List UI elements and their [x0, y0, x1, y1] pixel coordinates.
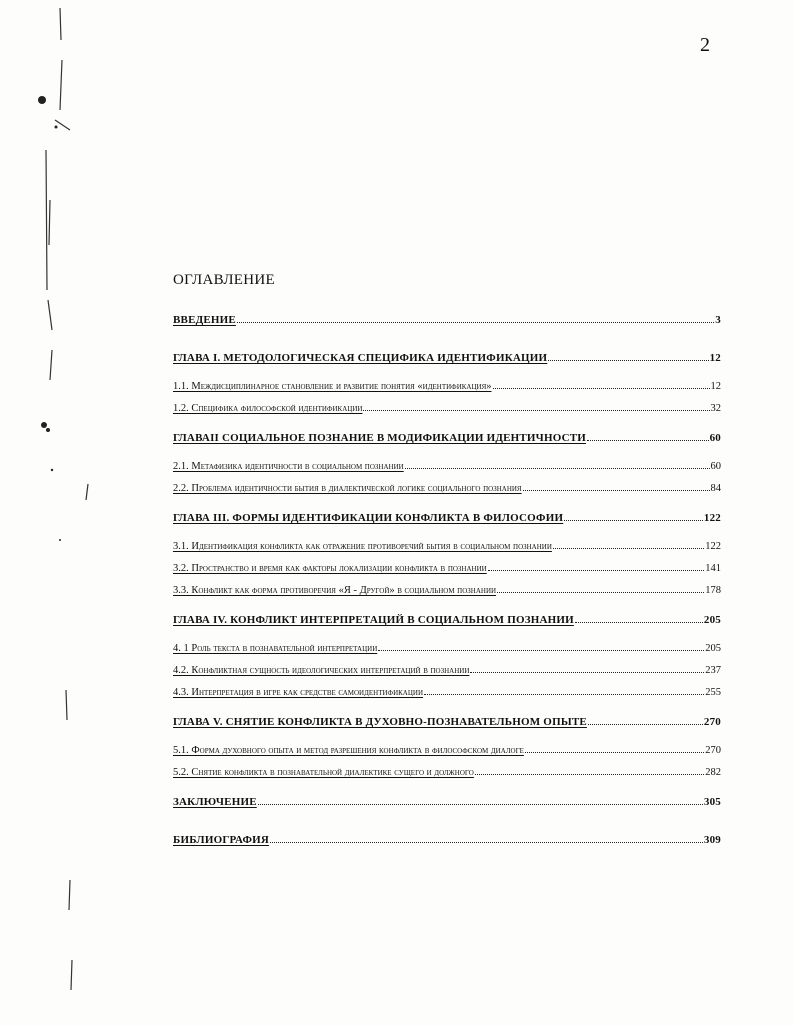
dot-leader [258, 804, 703, 805]
toc-entry-label: ВВЕДЕНИЕ [173, 314, 236, 326]
toc-entry-section-3-2[interactable] [173, 563, 721, 574]
page-number: 2 [700, 34, 710, 56]
toc-entry-label: ГЛАВА V. СНЯТИЕ КОНФЛИКТА В ДУХОВНО-ПОЗНАВАТЕЛЬНОМ ОПЫТЕ [173, 716, 587, 728]
toc-entry-label: ЗАКЛЮЧЕНИЕ [173, 796, 257, 808]
dot-leader [363, 410, 709, 411]
toc-entry-page: 122 [705, 541, 721, 552]
toc-entry-label: 3.3. Конфликт как форма противоречия «Я - Другой» в социальном познании [173, 585, 497, 596]
dot-leader [497, 592, 704, 593]
toc-entry-label: 3.1. Идентификация конфликта как отражение противоречий бытия в социальном познании [173, 541, 552, 552]
toc-entry-page: 3 [715, 314, 721, 326]
toc-entry-label: 1.1. Междисциплинарное становление и развитие понятия «идентификация» [173, 381, 492, 392]
toc-entry-chapter-2[interactable] [173, 432, 721, 444]
toc-entry-conclusion[interactable] [173, 796, 721, 808]
toc-entry-page: 84 [710, 483, 721, 494]
dot-leader [405, 468, 710, 469]
dot-leader [553, 548, 704, 549]
toc-entry-label: ГЛАВАII СОЦИАЛЬНОЕ ПОЗНАНИЕ В МОДИФИКАЦИИ ИДЕНТИЧНОСТИ [173, 432, 587, 444]
dot-leader [523, 490, 710, 491]
toc-entry-page: 60 [710, 461, 721, 472]
toc-entry-label: БИБЛИОГРАФИЯ [173, 834, 270, 846]
dot-leader [488, 570, 705, 571]
toc-entry-page: 60 [709, 432, 721, 444]
toc-entry-label: 5.2. Снятие конфликта в познавательной диалектике сущего и должного [173, 767, 474, 778]
dot-leader [525, 752, 704, 753]
toc-entry-page: 255 [705, 687, 721, 698]
dot-leader [270, 842, 703, 843]
toc-entry-page: 12 [709, 352, 721, 364]
toc-entry-page: 12 [710, 381, 721, 392]
toc-entry-page: 205 [703, 614, 721, 626]
toc-entry-page: 141 [705, 563, 721, 574]
toc-entry-page: 305 [703, 796, 721, 808]
dot-leader [587, 440, 709, 441]
toc-entry-label: 2.1. Метафизика идентичности в социальном познании [173, 461, 404, 472]
toc-entry-section-1-2[interactable] [173, 403, 721, 414]
dot-leader [548, 360, 708, 361]
toc-entry-label: ГЛАВА I. МЕТОДОЛОГИЧЕСКАЯ СПЕЦИФИКА ИДЕНТИФИКАЦИИ [173, 352, 548, 364]
toc-entry-label: 4.3. Интерпретация в игре как средстве самоидентификации [173, 687, 424, 698]
toc-entry-page: 282 [705, 767, 721, 778]
toc-entry-section-4-1[interactable] [173, 643, 721, 654]
toc-entry-bibliography[interactable] [173, 834, 721, 846]
toc-entry-label: 1.2. Специфика философской идентификации [173, 403, 363, 414]
toc-entry-chapter-5[interactable] [173, 716, 721, 728]
toc-entry-section-4-2[interactable] [173, 665, 721, 676]
toc-entry-label: ГЛАВА III. ФОРМЫ ИДЕНТИФИКАЦИИ КОНФЛИКТА В ФИЛОСОФИИ [173, 512, 564, 524]
toc-entry-chapter-1[interactable] [173, 352, 721, 364]
toc-entry-page: 122 [703, 512, 721, 524]
toc-entry-page: 237 [705, 665, 721, 676]
dot-leader [424, 694, 704, 695]
toc-entry-section-2-2[interactable] [173, 483, 721, 494]
toc-entry-section-3-1[interactable] [173, 541, 721, 552]
toc-entry-page: 270 [705, 745, 721, 756]
toc-entry-section-3-3[interactable] [173, 585, 721, 596]
toc-entry-label: 4. 1 Роль текста в познавательной интерпретации [173, 643, 378, 654]
toc-entry-label: 2.2. Проблема идентичности бытия в диалектической логике социального познания [173, 483, 522, 494]
toc-entry-label: ГЛАВА IV. КОНФЛИКТ ИНТЕРПРЕТАЦИЙ В СОЦИАЛЬНОМ ПОЗНАНИИ [173, 614, 574, 626]
dot-leader [470, 672, 704, 673]
toc-entry-introduction[interactable] [173, 314, 721, 326]
dot-leader [475, 774, 704, 775]
scan-artifacts [0, 0, 120, 1026]
toc-entry-section-5-1[interactable] [173, 745, 721, 756]
toc-entry-label: 4.2. Конфликтная сущность идеологических интерпретаций в познании [173, 665, 470, 676]
toc-entry-section-4-3[interactable] [173, 687, 721, 698]
toc-entry-label: 3.2. Пространство и время как факторы локализации конфликта в познании [173, 563, 487, 574]
toc-title: ОГЛАВЛЕНИЕ [173, 272, 275, 288]
toc-entry-chapter-3[interactable] [173, 512, 721, 524]
dot-leader [237, 322, 714, 323]
dot-leader [588, 724, 703, 725]
toc-entry-section-1-1[interactable] [173, 381, 721, 392]
toc-entry-page: 309 [703, 834, 721, 846]
toc-entry-chapter-4[interactable] [173, 614, 721, 626]
toc-entry-page: 270 [703, 716, 721, 728]
dot-leader [493, 388, 710, 389]
toc-entry-page: 205 [705, 643, 721, 654]
dot-leader [575, 622, 703, 623]
toc-entry-page: 32 [710, 403, 721, 414]
dot-leader [378, 650, 704, 651]
dot-leader [564, 520, 703, 521]
toc-entry-page: 178 [705, 585, 721, 596]
toc-entry-label: 5.1. Форма духовного опыта и метод разрешения конфликта в философском диалоге [173, 745, 524, 756]
toc-entry-section-2-1[interactable] [173, 461, 721, 472]
toc-entry-section-5-2[interactable] [173, 767, 721, 778]
